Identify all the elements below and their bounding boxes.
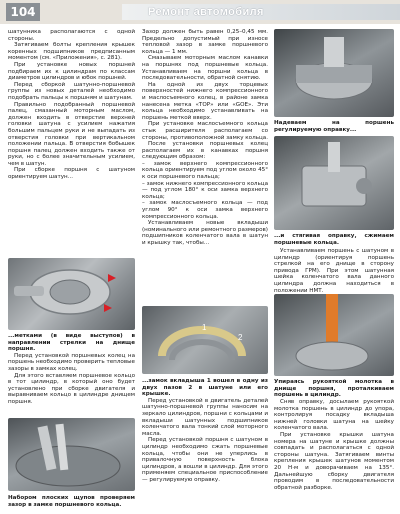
- paragraph: При сборке поршня с шатуном ориентируем шатун...: [8, 167, 135, 181]
- paragraph: Правильно подобранный поршневой палец, смазанный моторным маслом, должен входить в отверстие верхней головки шатуна с усилием нажатия большим пальцем руки и не выпадать из отверстия головки при вертикальном положении пальца. В отверстия бобышек поршня палец должен входить также от руки, но с более значительным усилием, чем в шатун.: [8, 101, 135, 167]
- column-2-text-bottom: [142, 378, 268, 484]
- column-2-text-top: [142, 29, 268, 247]
- paragraph: Перед установкой в двигатель деталей шатунно-поршневой группы наносим на зеркало цилиндров, поршни с кольцами и вкладыши шатунных подшипников коленчатого вала тонкий слой моторного масла.: [142, 397, 268, 437]
- svg-text:2: 2: [238, 333, 243, 342]
- paragraph: При установке маслосъемного кольца стык расширителя располагаем со стороны, противоположной замку кольца.: [142, 121, 268, 141]
- paragraph: Перед установкой поршня с шатуном в цилиндр необходимо сжать поршневые кольца, чтобы они не уперлись в привалочную поверхность блока цилиндров, а вошли в цилиндр. Для этого применяем специальное приспособление — регулируемую оправку.: [142, 437, 268, 483]
- column-3-text-middle: [274, 248, 394, 294]
- paragraph: Устанавливаем новые вкладыши (номинального или ремонтного размеров) подшипников коленчатого вала в шатун и крышку так, чтобы...: [142, 220, 268, 246]
- photo-feeler-gauges: [8, 418, 135, 491]
- paragraph: Для этого вставляем поршневое кольцо в тот цилиндр, в который оно будет установлено при сборке двигателя и выравниваем кольцо в цилиндре днищем поршня.: [8, 372, 135, 405]
- paragraph: При установке крышки шатуна номера на шатуне и крышке должны совпадать и располагаться с одной стороны шатуна. Затягиваем винты крепления крышек шатунов моментом 20 Н·м и доворачиваем на 135°. Дальнейшую сборку двигателя проводим в последовательности обратной разборке.: [274, 431, 394, 491]
- list-item: – замок верхнего компрессионного кольца ориентируем под углом около 45° к оси поршневого пальца;: [142, 160, 268, 181]
- photo-bearing-shells: [142, 306, 268, 374]
- photo-caption: ...замок вкладыша 1 вошел в одну из двух пазов 2 в шатуне или его крышке.: [142, 378, 268, 398]
- paragraph: Затягиваем болты крепления крышек коренных подшипников предписанным моментом (см. «Приложения», с. 281).: [8, 42, 135, 62]
- page-header: [0, 0, 400, 24]
- column-1-text-top: [8, 29, 135, 181]
- column-3-text-bottom: [274, 399, 394, 491]
- photo-hammer-piston: [274, 294, 394, 376]
- paragraph: Сняв оправку, досылаем рукояткой молотка поршень в цилиндр до упора, контролируя посадку вкладыша нижней головки шатуна на шейку коленчатого вала.: [274, 399, 394, 432]
- paragraph: Зазор должен быть равен 0,25–0,45 мм. Предельно допустимый при износе тепловой зазор в замке поршневого кольца — 1 мм.: [142, 29, 268, 55]
- bearing-shell-illustration: [142, 306, 268, 374]
- piston-ring-compressor-illustration: [274, 29, 394, 117]
- photo-caption: Набором плоских щупов проверяем зазор в замке поршневого кольца.: [8, 495, 135, 508]
- photo-caption: Надеваем на поршень регулируемую оправку...: [274, 120, 394, 133]
- photo-compressor-tool: [274, 29, 394, 117]
- paragraph: После установки поршневых колец располагаем их в канавках поршня следующим образом:: [142, 141, 268, 161]
- piston-conrod-illustration: [8, 258, 135, 330]
- photo-compressing-rings: [274, 136, 394, 230]
- feeler-gauge-illustration: [8, 418, 135, 491]
- photo-caption: ...и стягивая оправку, сжимаем поршневые кольца.: [274, 233, 394, 246]
- paragraph: шатунника располагаются с одной стороны.: [8, 29, 135, 42]
- svg-text:1: 1: [202, 323, 207, 332]
- column-1-text-middle: [8, 333, 135, 406]
- paragraph: На одной из двух торцевых поверхностей нижнего компрессионного и маслосъемного колец, в районе замка нанесена метка «TOP» или «GOE». Эти кольца необходимо устанавливать на поршень меткой вверх.: [142, 81, 268, 121]
- chapter-title: Ремонт автомобиля: [148, 6, 264, 18]
- paragraph: Перед сборкой шатунно-поршневой группы из новых деталей необходимо подобрать пальцы к поршням и шатунам.: [8, 81, 135, 101]
- photo-piston-conrod: [8, 258, 135, 330]
- photo-caption: ...метками (в виде выступов) в направлении стрелки на днище поршня.: [8, 333, 135, 353]
- list-item: – замок нижнего компрессионного кольца — под углом 180° к оси замка верхнего кольца;: [142, 180, 269, 200]
- paragraph: Устанавливаем поршень с шатуном в цилиндр (ориентируя поршень стрелкой на его днище в сторону привода ГРМ). При этом шатунная шейка коленчатого вала данного цилиндра должна находиться в положении НМТ.: [274, 248, 394, 294]
- paragraph: Перед установкой поршневых колец на поршень необходимо проверить тепловые зазоры в замках колец.: [8, 352, 135, 372]
- paragraph: При установке новых поршней подбираем их к цилиндрам по классам диаметров цилиндров и юбок поршней.: [8, 61, 135, 82]
- page-number: 104: [6, 3, 40, 21]
- photo-caption: Упираясь рукояткой молотка в днище поршня, проталкиваем поршень в цилиндр.: [274, 379, 394, 399]
- compressing-rings-illustration: [274, 136, 394, 230]
- hammer-piston-illustration: [274, 294, 394, 376]
- marker-arrow-icon: [104, 304, 112, 312]
- marker-arrow-icon: [108, 274, 116, 282]
- list-item: – замок маслосъемного кольца — под углом 90° к оси замка верхнего компрессионного кольца.: [142, 200, 268, 220]
- paragraph: Смазываем моторным маслом канавки на поршнях под поршневые кольца. Устанавливаем на поршни кольца в последовательности, обратной снятию.: [142, 55, 268, 82]
